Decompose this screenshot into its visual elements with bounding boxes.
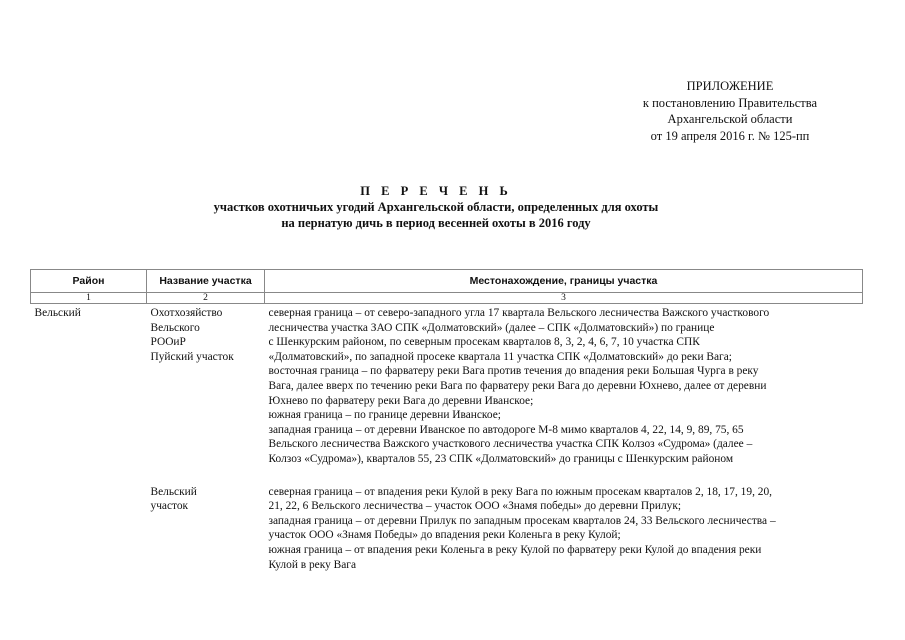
boundary-line: северная граница – от северо-западного угла 17 квартала Вельского лесничества Важского участкового <box>268 307 770 319</box>
boundary-line: западная граница – от деревни Иванское по автодороге М-8 мимо кварталов 4, 22, 14, 9, 89, 75, 65 <box>268 423 744 436</box>
area-name-line: участок <box>150 500 189 513</box>
district-name: Вельский <box>34 307 81 319</box>
column-number: 1 <box>31 293 147 304</box>
hunting-areas-table <box>30 269 863 572</box>
district-cell <box>31 483 147 573</box>
title-word: П Е Р Е Ч Е Н Ь <box>360 184 512 198</box>
boundary-line: Юхнево по фарватеру реки Вага до деревни Иванское; <box>268 394 534 407</box>
table-number-row <box>31 293 863 304</box>
boundary-line: Вага, далее вверх по течению реки Вага по фарватеру реки Вага до деревни Юхнево, далее от деревни <box>268 379 767 392</box>
area-name-line: Охотхозяйство <box>150 307 223 319</box>
boundary-line: лесничества участка ЗАО СПК «Долматовский» (далее – СПК «Долматовский») по границе <box>268 321 715 334</box>
appendix-line: к постановлению Правительства <box>642 95 818 110</box>
table-row <box>31 483 863 573</box>
boundary-line: Вельского лесничества Важского участкового лесничества участка СПК Колзоз «Судрома» (далее – <box>268 438 753 451</box>
boundary-line: северная граница – от впадения реки Кулой в реку Вага по южным просекам кварталов 2, 18, 17, 19, 20, <box>268 485 773 498</box>
appendix-line: Архангельской области <box>667 112 793 126</box>
boundary-line: западная граница – от деревни Прилук по западным просекам кварталов 24, 33 Вельского лесничества – <box>268 514 776 527</box>
column-header-name: Название участка <box>147 270 265 293</box>
area-name-cell <box>147 304 265 467</box>
boundary-line: Колзоз «Судрома»), кварталов 55, 23 СПК «Долматовский» до границы с Шенкурским районом <box>268 452 734 465</box>
table-header-row <box>31 270 863 293</box>
appendix-date: от 19 апреля 2016 г. № 125-пп <box>650 128 810 143</box>
title-line: на пернатую дичь в период весенней охоты в 2016 году <box>281 216 591 230</box>
boundary-line: участок ООО «Знамя Победы» до впадения реки Коленьга в реку Кулой; <box>268 529 621 542</box>
district-cell <box>31 304 147 467</box>
boundary-line: с Шенкурским районом, по северным просекам кварталов 8, 3, 2, 4, 6, 7, 10 участка СПК <box>268 336 700 349</box>
column-number: 3 <box>265 293 863 304</box>
column-number: 2 <box>147 293 265 304</box>
row-spacer <box>31 467 863 483</box>
boundary-line: 21, 22, 6 Вельского лесничества – участок ООО «Знамя победы» до деревни Прилук; <box>268 500 682 513</box>
appendix-heading: ПРИЛОЖЕНИЕ <box>686 79 774 93</box>
column-header-location: Местонахождение, границы участка <box>265 270 863 293</box>
column-header-district: Район <box>31 270 147 293</box>
location-cell <box>265 304 863 467</box>
document-title <box>0 183 872 231</box>
boundary-line: южная граница – от впадения реки Коленьга в реку Кулой по фарватеру реки Кулой до впадения реки <box>268 543 762 556</box>
area-name-cell <box>147 483 265 573</box>
boundary-line: Кулой в реку Вага <box>268 558 357 571</box>
table-row <box>31 304 863 467</box>
location-cell <box>265 483 863 573</box>
boundary-line: восточная граница – по фарватеру реки Вага против течения до впадения реки Большая Чурга в реку <box>268 365 759 378</box>
area-name-line: РООиР <box>150 336 186 349</box>
area-name-line: Вельского <box>150 321 200 334</box>
area-name-line: Пуйский участок <box>150 350 234 363</box>
boundary-line: «Долматовский», по западной просеке квартала 11 участка СПК «Долматовский» до реки Вага; <box>268 350 732 363</box>
title-line: участков охотничьих угодий Архангельской области, определенных для охоты <box>213 200 659 214</box>
boundary-line: южная граница – по границе деревни Иванское; <box>268 409 501 422</box>
appendix-block <box>590 78 870 144</box>
area-name-line: Вельский <box>150 485 197 498</box>
